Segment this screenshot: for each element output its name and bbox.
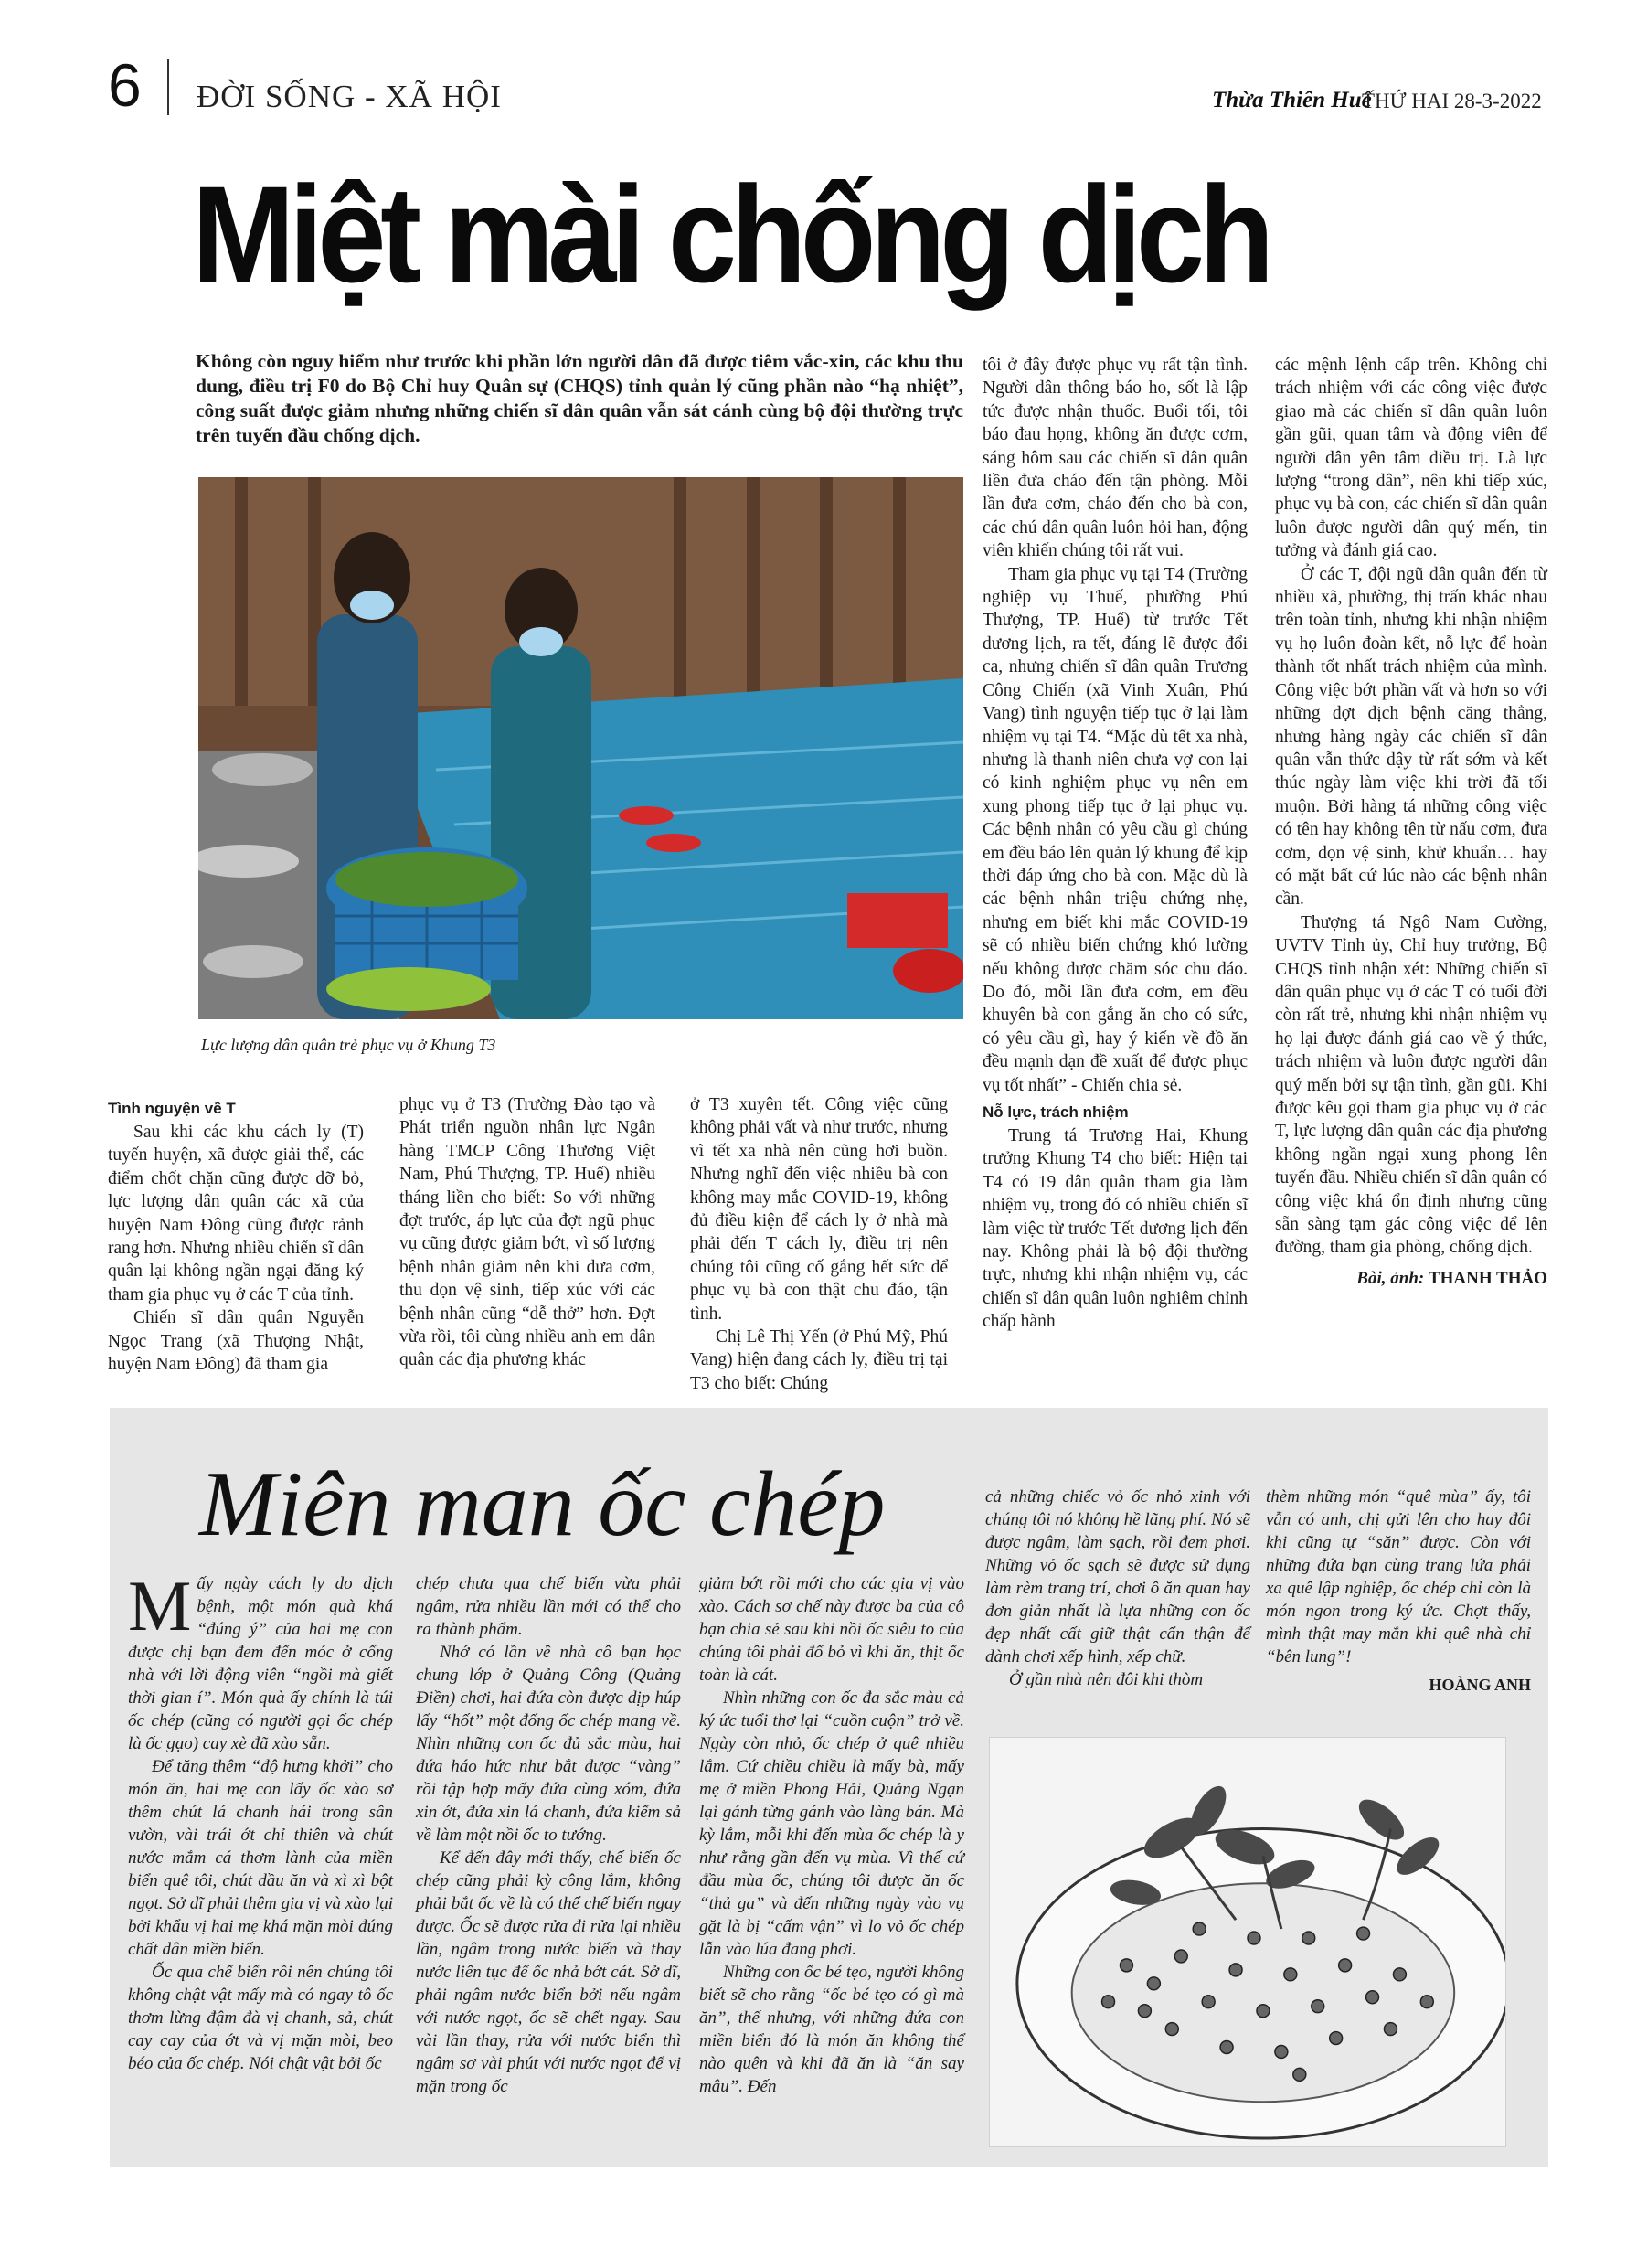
paragraph: Chiến sĩ dân quân Nguyễn Ngọc Trang (xã Thượng Nhật, huyện Nam Đông) đã tham gia bbox=[108, 1308, 364, 1375]
header-divider bbox=[167, 59, 169, 115]
paragraph: Trung tá Trương Hai, Khung trưởng Khung T4 cho biết: Hiện tại T4 có 19 dân quân tham gia làm nhiệm vụ, trong đó có nhiều chiến sĩ làm việc từ trước Tết dương lịch đến nay. Không phải là bộ đội thường trực, nhưng khi nhận nhiệm vụ, các chiến sĩ dân quân luôn nghiêm chỉnh chấp hành bbox=[983, 1126, 1248, 1332]
subhead: Tình nguyện về T bbox=[108, 1100, 236, 1117]
article1-column-1 bbox=[108, 1093, 364, 1376]
paragraph: tôi ở đây được phục vụ rất tận tình. Người dân thông báo ho, sốt là lập tức được nhận thuốc. Buổi tối, tôi báo đau họng, không ăn được cơm, sáng hôm sau các chiến sĩ dân quân liền đưa cháo đến tận phòng. Mỗi lần đưa cơm, cháo đến cho bà con, các chú dân quân luôn hỏi han, động viên khiến chúng tôi rất vui. bbox=[983, 356, 1248, 561]
article2-column-1 bbox=[128, 1566, 393, 2075]
newspaper-name: Thừa Thiên Huế bbox=[1212, 88, 1372, 112]
article1-column-4 bbox=[983, 354, 1248, 1334]
article2-column-4 bbox=[985, 1485, 1250, 1691]
paragraph: Mấy ngày cách ly do dịch bệnh, một món quà khá “đúng ý” của hai mẹ con được chị bạn đem đến móc ở cổng nhà với lời động viên “ngồi mà giết thời gian í”. Món quà ấy chính là túi ốc chép (cũng có người gọi ốc chép là ốc gạo) cay xè đã xào sẵn. bbox=[128, 1566, 393, 1753]
paragraph: Tham gia phục vụ tại T4 (Trường nghiệp vụ Thuế, phường Phú Thượng, TP. Huế) từ trước Tết dương lịch, ra tết, đáng lẽ được đổi ca, nhưng chiến sĩ dân quân Trương Công Chiến (xã Vinh Xuân, Phú Vang) tình nguyện tiếp tục ở lại làm nhiệm vụ tại T4. “Mặc dù tết xa nhà, nhưng là thanh niên chưa vợ con lại có kinh nghiệm phục vụ nên em xung phong tiếp tục ở lại phục vụ. Các bệnh nhân có yêu cầu gì chúng em đều báo lên quản lý khung để kịp thời đáp ứng cho bà con. Mặc dù là các bệnh nhân triệu chứng nhẹ, nhưng em biết khi mắc COVID-19 sẽ có nhiều biến chứng khó lường nếu không được chăm sóc chu đáo. Do đó, mỗi lần đưa cơm, em đều khuyên bà con gắng ăn cho có sức, có yêu cầu gì, hay ý kiến về đồ ăn đều mạnh dạn đề xuất để được phục vụ tốt nhất” - Chiến chia sẻ. bbox=[983, 564, 1248, 1095]
page-number: 6 bbox=[108, 51, 142, 119]
drop-cap: M bbox=[128, 1566, 192, 1645]
article1-byline: Bài, ảnh: THANH THẢO bbox=[1356, 1268, 1547, 1288]
paragraph: Ở gần nhà nên đôi khi thòm bbox=[1009, 1670, 1204, 1689]
paragraph: các mệnh lệnh cấp trên. Không chỉ trách nhiệm với các công việc được giao mà các chiến sĩ dân quân luôn gần gũi, quan tâm và động viên để người dân yên tâm điều trị. Là lực lượng “trong dân”, nên khi tiếp xúc, phục vụ bà con, các chiến sĩ dân quân luôn được người dân quý mến, tin tưởng và đánh giá cao. bbox=[1275, 356, 1547, 561]
paragraph: Sau khi các khu cách ly (T) tuyến huyện, xã được giải thể, các điểm chốt chặn cũng được dỡ bỏ, lực lượng dân quân các xã của huyện Nam Đông cũng được rảnh rang hơn. Nhưng nhiều chiến sĩ dân quân lại không ngần ngại đăng ký tham gia phục vụ ở các T của tỉnh. bbox=[108, 1123, 364, 1304]
issue-date: THỨ HAI 28-3-2022 bbox=[1362, 90, 1542, 112]
paragraph: phục vụ ở T3 (Trường Đào tạo và Phát triển nguồn nhân lực Ngân hàng TMCP Công Thương Việt Nam, Phú Thượng, TP. Huế) nhiều tháng liền cho biết: So với những đợt trước, áp lực của đợt ngũ phục vụ cũng được giảm bớt, vì số lượng bệnh nhân giảm nên khi đưa cơm, thu dọn vệ sinh, tiếp xúc với các bệnh nhân cũng “dễ thở” hơn. Đợt vừa rồi, tôi cùng nhiều anh em dân quân các địa phương khác bbox=[399, 1095, 655, 1370]
article1-headline: Miệt mài chống dịch bbox=[192, 157, 1269, 311]
article2-byline: HOÀNG ANH bbox=[1429, 1676, 1531, 1694]
article1-column-2 bbox=[399, 1093, 655, 1372]
paragraph: Kể đến đây mới thấy, chế biến ốc chép cũng phải kỳ công lắm, không phải bắt ốc về là có thể chế biến ngay được. Ốc sẽ được rửa đi rửa lại nhiều lần, ngâm trong nước biển và thay nước liên tục để ốc nhả bớt cát. Sở dĩ, phải ngâm nước biển bởi nếu ngâm với nước ngọt, ốc sẽ chết ngay. Sau vài lần thay, rửa với nước biển thì ngâm sơ vài phút với nước ngọt để vị mặn trong ốc bbox=[416, 1848, 681, 2096]
paragraph: thèm những món “quê mùa” ấy, tôi vẫn có anh, chị gửi lên cho hay đôi khi cũng tự “săn” được. Còn với những đứa bạn cùng trang lứa phải xa quê lập nghiệp, ốc chép chỉ còn là món ngon trong ký ức. Chợt thấy, mình thật may mắn khi quê nhà chỉ “bên lung”! bbox=[1266, 1487, 1531, 1666]
paragraph: Ở các T, đội ngũ dân quân đến từ nhiều xã, phường, thị trấn khác nhau trên toàn tỉnh, nhưng khi nhận nhiệm vụ họ luôn đoàn kết, nỗ lực để hoàn thành tốt nhất trách nhiệm của mình. Công việc bớt phần vất và hơn so với những đợt dịch bệnh căng thẳng, nhưng hàng ngày các chiến sĩ dân quân vẫn thức dậy từ rất sớm và kết thúc ngày làm việc khi trời đã tối muộn. Bởi hàng tá những công việc có tên hay không tên từ nấu cơm, đưa cơm, dọn vệ sinh, khử khuẩn… hay có mặt bất cứ lúc nào các bệnh nhân cần. bbox=[1275, 564, 1547, 910]
section-name: ĐỜI SỐNG - XÃ HỘI bbox=[197, 79, 502, 114]
snail-dish-illustration bbox=[989, 1737, 1506, 2147]
article2-headline: Miên man ốc chép bbox=[199, 1453, 886, 1556]
paragraph: Những con ốc bé tẹo, người không biết sẽ cho rằng “ốc bé tẹo có gì mà ăn”, thế nhưng, với những đứa con miền biển đó là món ăn không thể nào quên và khi đã ăn là “ăn say mâu”. Đến bbox=[699, 1963, 964, 2096]
paragraph: Chị Lê Thị Yến (ở Phú Mỹ, Phú Vang) hiện đang cách ly, điều trị tại T3 cho biết: Chúng bbox=[690, 1327, 948, 1393]
paragraph: Để tăng thêm “độ hưng khởi” cho món ăn, hai mẹ con lấy ốc xào sơ thêm chút lá chanh hái trong sân vườn, vài trái ớt chỉ thiên và chút nước mắm cá thơm lành của miền biển quê tôi, chút dầu ăn và xì xì bột ngọt. Sở dĩ phải thêm gia vị và xào lại bởi khẩu vị hai mẹ khá mặn mòi đúng chất dân miền biển. bbox=[128, 1757, 393, 1959]
subhead: Nỗ lực, trách nhiệm bbox=[983, 1103, 1129, 1121]
article2-column-5 bbox=[1266, 1485, 1531, 1697]
paragraph: Nhớ có lần về nhà cô bạn học chung lớp ở Quảng Công (Quảng Điền) chơi, hai đứa còn được dịp húp lấy “hốt” một đống ốc chép mang về. Nhìn những con ốc đủ sắc màu, hai đứa háo hức như bắt được “vàng” rồi tập hợp mấy đứa cùng xóm, đứa xin ớt, đứa xin lá chanh, đứa kiếm sả về làm một nồi ốc to tướng. bbox=[416, 1643, 681, 1845]
paragraph: chép chưa qua chế biến vừa phải ngâm, rửa nhiều lần mới có thể cho ra thành phẩm. bbox=[416, 1574, 681, 1639]
paragraph: Ốc qua chế biến rồi nên chúng tôi không chật vật mấy mà có ngay tô ốc thơm lừng đậm đà vị chanh, sả, chút cay cay của ớt và vị mặn mòi, beo béo của ốc chép. Nói chật vật bởi ốc bbox=[128, 1963, 393, 2073]
paragraph: giảm bớt rồi mới cho các gia vị vào xào. Cách sơ chế này được ba của cô bạn chia sẻ sau khi nồi ốc siêu to của chúng tôi phải đổ bỏ vì khi ăn, thịt ốc toàn là cát. bbox=[699, 1574, 964, 1685]
paragraph: Nhìn những con ốc đa sắc màu cả ký ức tuổi thơ lại “cuồn cuộn” trở về. Ngày còn nhỏ, ốc chép ở quê nhiều lắm. Cứ chiều chiều là mấy bà, mấy mẹ ở miền Phong Hải, Quảng Ngạn lại gánh từng gánh vào làng bán. Mà kỳ lắm, mỗi khi đến mùa ốc chép là y như rằng gần đến vụ mùa. Vì thế cứ đầu mùa ốc, chúng tôi được ăn ốc “thả ga” và đến những ngày vào vụ gặt là bị “cấm vận” vì lo vỏ ốc chép lẫn vào lúa đang phơi. bbox=[699, 1688, 964, 1959]
article1-photo bbox=[198, 477, 963, 1019]
article2-column-3 bbox=[699, 1572, 964, 2098]
paragraph: ở T3 xuyên tết. Công việc cũng không phải vất và như trước, nhưng vì tết xa nhà nên cũng hơi buồn. Nhưng nghĩ đến việc nhiều bà con không may mắc COVID-19, không đủ điều kiện để cách ly ở nhà mà phải đến T cách ly, điều trị nên chúng tôi cũng cố gắng hết sức để phục vụ bà con thật chu đáo, tận tình. bbox=[690, 1095, 948, 1324]
paragraph: cả những chiếc vỏ ốc nhỏ xinh với chúng tôi nó không hề lãng phí. Nó sẽ được ngâm, làm sạch, rồi đem phơi. Những vỏ ốc sạch sẽ được sử dụng làm rèm trang trí, chơi ô ăn quan hay đơn giản nhất là lựa những con ốc đẹp nhất cất giữ thật cẩn thận để dành chơi xếp hình, xếp chữ. bbox=[985, 1487, 1250, 1666]
paragraph: Thượng tá Ngô Nam Cường, UVTV Tỉnh ủy, Chỉ huy trưởng, Bộ CHQS tỉnh nhận xét: Những chiến sĩ dân quân phục vụ ở các T có tuổi đời còn rất trẻ, nhưng khi nhận nhiệm vụ họ lại được đánh giá cao về ý thức, trách nhiệm và luôn được người dân quý mến bởi sự tận tình, gần gũi. Khi được kêu gọi tham gia phục vụ ở các T, lực lượng dân quân các địa phương không ngần ngại xung phong lên tuyến đầu. Nhiều chiến sĩ dân quân có công việc khá ổn định nhưng cũng sẵn sàng tạm gác công việc để lên đường, tham gia phòng, chống dịch. bbox=[1275, 912, 1547, 1258]
article2-column-2 bbox=[416, 1572, 681, 2098]
article1-column-5 bbox=[1275, 354, 1547, 1290]
article1-column-3 bbox=[690, 1093, 948, 1395]
article1-lead: Không còn nguy hiểm như trước khi phần lớn người dân đã được tiêm vắc-xin, các khu thu dung, điều trị F0 do Bộ Chỉ huy Quân sự (CHQS) tỉnh quản lý cũng phần nào “hạ nhiệt”, công suất được giảm nhưng những chiến sĩ dân quân vẫn sát cánh cùng bộ đội thường trực trên tuyến đầu chống dịch. bbox=[196, 350, 963, 446]
photo-caption: Lực lượng dân quân trẻ phục vụ ở Khung T3 bbox=[201, 1036, 496, 1054]
